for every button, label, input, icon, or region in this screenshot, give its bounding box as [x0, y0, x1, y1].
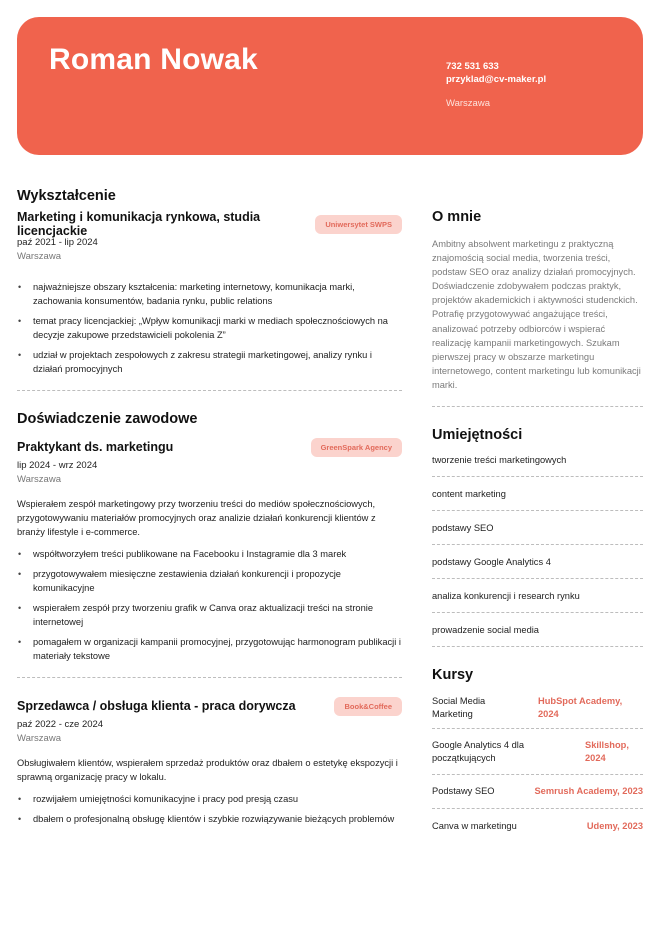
skills-list	[432, 443, 643, 647]
skill-item: podstawy Google Analytics 4	[432, 545, 643, 579]
courses-list	[432, 687, 643, 843]
entry-city: Warszawa	[17, 251, 61, 262]
sidebar-column	[432, 209, 643, 843]
bullet-item: • najważniejsze obszary kształcenia: marketing internetowy, komunikacja marki, zachowania konsumentów, badania rynku, public relations	[17, 280, 402, 308]
header-city: Warszawa	[446, 98, 490, 109]
section-divider	[17, 390, 402, 391]
course-name: Canva w marketingu	[432, 820, 517, 831]
degree-title: Marketing i komunikacja rynkowa, studia licencjackie	[17, 210, 261, 238]
course-name: Google Analytics 4 dla początkujących	[432, 739, 524, 763]
main-column	[17, 188, 402, 832]
section-title-education: Wykształcenie	[17, 188, 116, 204]
candidate-name: Roman Nowak	[49, 43, 258, 76]
phone-number[interactable]: 732 531 633	[446, 61, 499, 72]
bullet-item: • udział w projektach zespołowych z zakresu strategii marketingowej, analizy rynku i działań promocyjnych	[17, 348, 402, 376]
job-title: Praktykant ds. marketingu	[17, 440, 174, 454]
section-divider	[432, 406, 643, 407]
bullet-item: • dbałem o profesjonalną obsługę klientów i szybkie rozwiązywanie bieżących problemów	[17, 812, 402, 826]
bullet-item: • współtworzyłem treści publikowane na Facebooku i Instagramie dla 3 marek	[17, 547, 402, 561]
course-item	[432, 729, 643, 775]
skill-item: analiza konkurencji i research rynku	[432, 579, 643, 613]
about-text: Ambitny absolwent marketingu z praktyczną znajomością social media, tworzenia treści, podstaw SEO oraz analizy działań promocyjnych. Doświadczenie zdobywałem podczas praktyk, projektów akademickich i aktywności studenckich. Potrafię przygotowywać angażujące treści, analizować potrzeby odbiorców i wspierać realizację kampanii marketingowych. Szukam pierwszej pracy w obszarze marketingu internetowego, content marketingu lub komunikacji marki.	[432, 239, 641, 390]
education-entry	[17, 210, 402, 376]
job-description: Obsługiwałem klientów, wspierałem sprzedaż produktów oraz dbałem o estetykę ekspozycji i sprawną organizację pracy w lokalu.	[17, 758, 398, 782]
entry-date: lip 2024 - wrz 2024	[17, 460, 98, 471]
skill-item: prowadzenie social media	[432, 613, 643, 647]
institution-badge: Uniwersytet SWPS	[315, 215, 402, 234]
course-provider: Udemy, 2023	[586, 820, 643, 831]
section-divider	[17, 677, 402, 678]
bullet-item: • wspierałem zespół przy tworzeniu grafik w Canva oraz aktualizacji treści na stronie internetowej	[17, 601, 402, 629]
course-item	[432, 687, 643, 729]
skill-item: content marketing	[432, 477, 643, 511]
skill-item: tworzenie treści marketingowych	[432, 443, 643, 477]
entry-date: paź 2022 - cze 2024	[17, 719, 104, 730]
course-name: Podstawy SEO	[432, 786, 495, 797]
bullet-item: • rozwijałem umiejętności komunikacyjne i pracy pod presją czasu	[17, 792, 402, 806]
section-title-courses: Kursy	[432, 667, 474, 684]
course-item	[432, 809, 643, 843]
entry-city: Warszawa	[17, 474, 61, 485]
bullet-list	[17, 547, 402, 663]
company-badge: Book&Coffee	[334, 697, 402, 716]
bullet-item: • przygotowywałem miesięczne zestawienia działań konkurencji i propozycje komunikacyjne	[17, 567, 402, 595]
job-title: Sprzedawca / obsługa klienta - praca dorywcza	[17, 699, 296, 713]
course-item	[432, 775, 643, 809]
experience-entry	[17, 437, 402, 663]
bullet-item: • temat pracy licencjackiej: „Wpływ komunikacji marki w mediach społecznościowych na decyzje zakupowe przedstawicieli pokolenia Z”	[17, 314, 402, 342]
skill-item: podstawy SEO	[432, 511, 643, 545]
contact-info	[446, 60, 546, 110]
bullet-list	[17, 792, 402, 826]
experience-entry	[17, 696, 402, 826]
entry-date: paź 2021 - lip 2024	[17, 237, 98, 248]
course-provider: Skillshop, 2024	[585, 739, 629, 763]
header-banner	[17, 17, 643, 155]
job-description: Wspierałem zespół marketingowy przy tworzeniu treści do mediów społecznościowych, przygotowywaniu materiałów promocyjnych oraz analizie działań konkurencji klientów z branży lifestyle i e-commerce.	[17, 499, 376, 537]
course-provider: HubSpot Academy, 2024	[538, 695, 623, 719]
section-title-experience: Doświadczenie zawodowe	[17, 411, 198, 427]
email-address[interactable]: przyklad@cv-maker.pl	[446, 74, 547, 85]
company-badge: GreenSpark Agency	[311, 438, 402, 457]
section-title-about: O mnie	[432, 209, 482, 225]
bullet-item: • pomagałem w organizacji kampanii promocyjnej, przygotowując harmonogram publikacji i materiały tekstowe	[17, 635, 402, 663]
course-provider: Semrush Academy, 2023	[534, 786, 643, 797]
course-name: Social Media Marketing	[432, 695, 486, 719]
entry-city: Warszawa	[17, 733, 61, 744]
section-title-skills: Umiejętności	[432, 427, 523, 444]
bullet-list	[17, 280, 402, 376]
